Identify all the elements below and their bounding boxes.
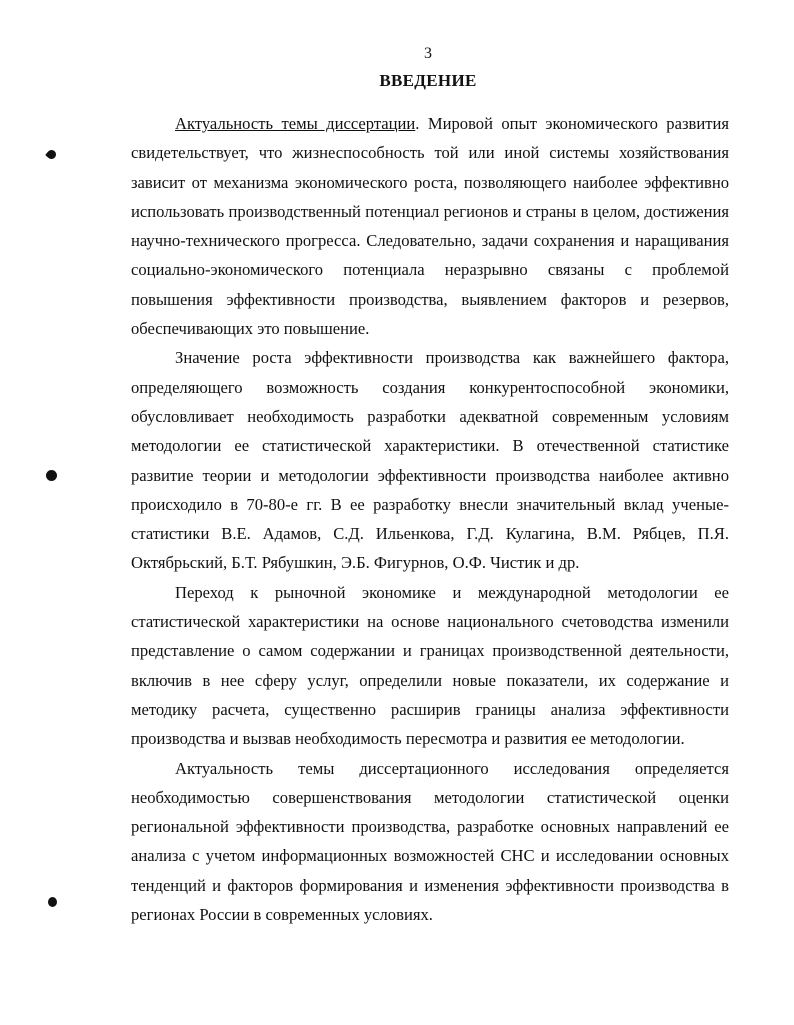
page-title: ВВЕДЕНИЕ: [379, 71, 477, 90]
paragraph-3: Переход к рыночной экономике и международной методологии ее статистической характеристики на основе национального счетоводства изменили представление о самом содержании и границах производственной деятельности, включив в нее сферу услуг, определили новые показатели, их содержание и методику расчета, существенно расширив границы анализа эффективности производства и вызвав необходимость пересмотра и развития ее методологии.: [131, 582, 729, 749]
scan-artifact-dot: [46, 470, 57, 481]
scan-artifact-dot: [48, 897, 57, 907]
paragraph-1-lead: Актуальность темы диссертации: [175, 114, 416, 133]
paragraph-4: Актуальность темы диссертационного исследования определяется необходимостью совершенствования методологии статистической оценки региональной эффективности производства, разработке основных направлений ее анализа с учетом информационных возможностей СНС и исследовании основных тенденций и факторов формирования и изменения эффективности производства в регионах России в современных условиях.: [131, 758, 729, 925]
page-number: 3: [424, 45, 432, 62]
body-text: [131, 109, 729, 929]
paragraph-1: [131, 109, 729, 343]
paragraph-2: Значение роста эффективности производства как важнейшего фактора, определяющего возможность создания конкурентоспособной экономики, обусловливает необходимость разработки адекватной современным условиям методологии ее статистической характеристики. В отечественной статистике развитие теории и методологии эффективности производства наиболее активно происходило в 70-80-е гг. В ее разработку внесли значительный вклад ученые-статистики В.Е. Адамов, С.Д. Ильенкова, Г.Д. Кулагина, В.М. Рябцев, П.Я. Октябрьский, Б.Т. Рябушкин, Э.Б. Фигурнов, О.Ф. Чистик и др.: [131, 348, 729, 573]
scan-artifact-dot: [45, 148, 58, 161]
paragraph-1-text: . Мировой опыт экономического развития свидетельствует, что жизнеспособность той или иной системы хозяйствования зависит от механизма экономического роста, позволяющего наиболее эффективно использовать производственный потенциал регионов и страны в целом, достижения научно-технического прогресса. Следовательно, задачи сохранения и наращивания социально-экономического потенциала неразрывно связаны с проблемой повышения эффективности производства, выявлением факторов и резервов, обеспечивающих это повышение.: [131, 114, 730, 339]
